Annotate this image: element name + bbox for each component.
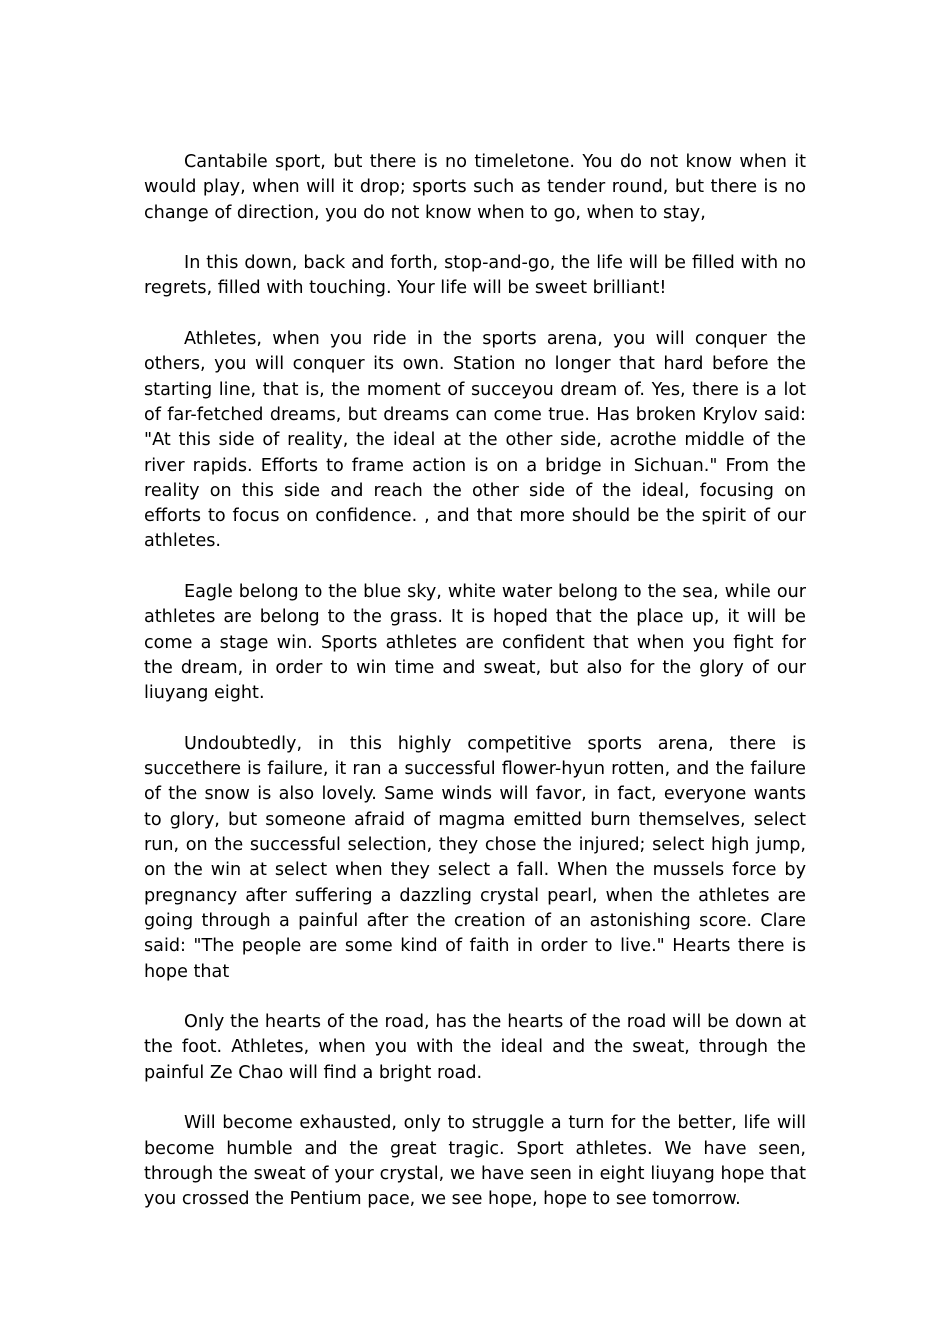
paragraph-5: Undoubtedly, in this highly competitive sports arena, there is succethere is failure, it ran a successful flower-hyun rotten, and the failure of the snow is also lovely. Same winds will favor, in fact, everyone wants to glory, but someone afraid of magma emitted burn themselves, select run, on the successful selection, they chose the injured; select high jump, on the win at select when they select a fall. When the mussels force by pregnancy after suffering a dazzling crystal pearl, when the athletes are going through a painful after the creation of an astonishing score. Clare said: "The people are some kind of faith in order to live." Hearts there is hope that bbox=[144, 733, 806, 982]
paragraph-2: In this down, back and forth, stop-and-go, the life will be filled with no regrets, filled with touching. Your life will be sweet brilliant! bbox=[144, 253, 806, 299]
paragraph-6: Only the hearts of the road, has the hearts of the road will be down at the foot. Athletes, when you with the ideal and the sweat, through the painful Ze Chao will find a bright road. bbox=[144, 1012, 806, 1083]
paragraph-1: Cantabile sport, but there is no timeletone. You do not know when it would play, when will it drop; sports such as tender round, but there is no change of direction, you do not know when to go, when to stay, bbox=[144, 152, 806, 223]
paragraph-3: Athletes, when you ride in the sports arena, you will conquer the others, you will conquer its own. Station no longer that hard before the starting line, that is, the moment of succeyou dream of. Yes, there is a lot of far-fetched dreams, but dreams can come true. Has broken Krylov said: "At this side of reality, the ideal at the other side, acrothe middle of the river rapids. Efforts to frame action is on a bridge in Sichuan." From the reality on this side and reach the other side of the ideal, focusing on efforts to focus on confidence. , and that more should be the spirit of our athletes. bbox=[144, 329, 806, 552]
document-body bbox=[144, 150, 806, 1238]
paragraph-7: Will become exhausted, only to struggle a turn for the better, life will become humble and the great tragic. Sport athletes. We have seen, through the sweat of your crystal, we have seen in eight liuyang hope that you crossed the Pentium pace, we see hope, hope to see tomorrow. bbox=[144, 1113, 806, 1210]
paragraph-4: Eagle belong to the blue sky, white water belong to the sea, while our athletes are belong to the grass. It is hoped that the place up, it will be come a stage win. Sports athletes are confident that when you fight for the dream, in order to win time and sweat, but also for the glory of our liuyang eight. bbox=[144, 582, 806, 704]
